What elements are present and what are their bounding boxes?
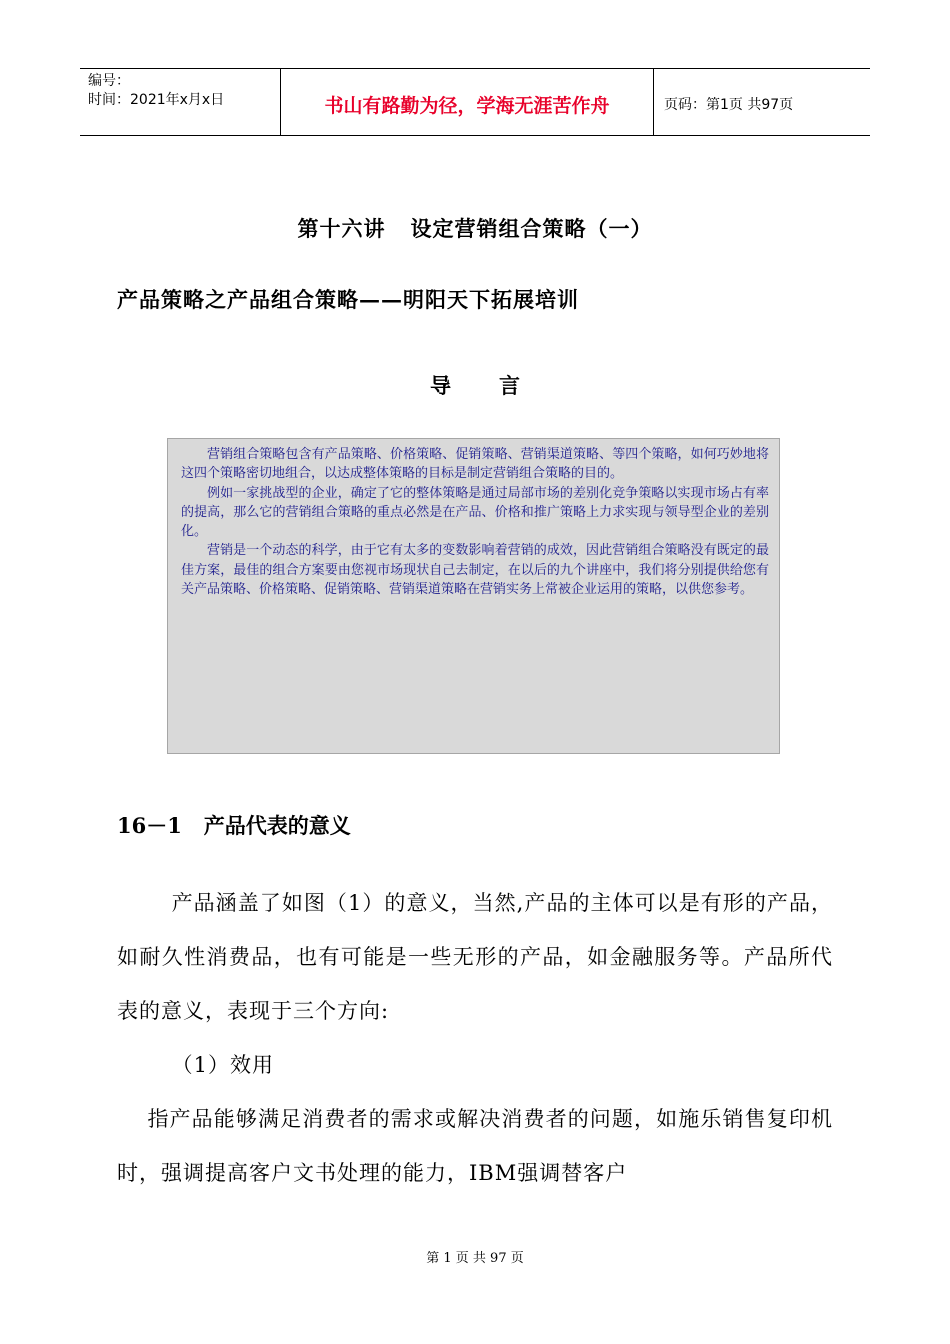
header-page-info: 页码：第1页 共97页 (664, 97, 794, 113)
header-table (80, 68, 870, 136)
list-item: （1）效用 (171, 1053, 274, 1077)
document-subtitle: 产品策略之产品组合策略——明阳天下拓展培训 (117, 287, 579, 312)
body-paragraph: 产品涵盖了如图（1）的意义，当然,产品的主体可以是有形的产品，如耐久性消费品，也有可能是一些无形的产品，如金融服务等。产品所代表的意义，表现于三个方向: (117, 891, 833, 1023)
intro-paragraph: 例如一家挑战型的企业，确定了它的整体策略是通过局部市场的差别化竞争策略以实现市场占有率的提高，那么它的营销组合策略的重点必然是在产品、价格和推广策略上力求实现与领导型企业的差别化。 (181, 485, 769, 540)
body-paragraph: 指产品能够满足消费者的需求或解决消费者的问题，如施乐销售复印机时，强调提高客户文书处理的能力，IBM强调替客户 (117, 1107, 833, 1185)
body-text (117, 876, 833, 1200)
header-motto: 书山有路勤为径，学海无涯苦作舟 (281, 69, 654, 135)
section-heading: 16－1 产品代表的意义 (117, 813, 351, 838)
document-title: 第十六讲 设定营销组合策略（一） (297, 216, 653, 241)
document-number-label: 编号： (88, 73, 130, 89)
intro-paragraph: 营销是一个动态的科学，由于它有太多的变数影响着营销的成效，因此营销组合策略没有既定的最佳方案，最佳的组合方案要由您视市场现状自己去制定，在以后的九个讲座中，我们将分别提供给您有关产品策略、价格策略、促销策略、营销渠道策略在营销实务上常被企业运用的策略，以供您参考。 (181, 543, 769, 598)
page-footer: 第 1 页 共 97 页 (426, 1251, 524, 1266)
document-time-label: 时间：2021年x月x日 (88, 92, 225, 108)
intro-paragraph: 营销组合策略包含有产品策略、价格策略、促销策略、营销渠道策略、等四个策略，如何巧妙地将这四个策略密切地组合，以达成整体策略的目标是制定营销组合策略的目的。 (181, 447, 769, 482)
header-meta-cell (80, 69, 281, 135)
intro-text-box (167, 438, 780, 754)
intro-heading: 导言 (430, 373, 568, 398)
